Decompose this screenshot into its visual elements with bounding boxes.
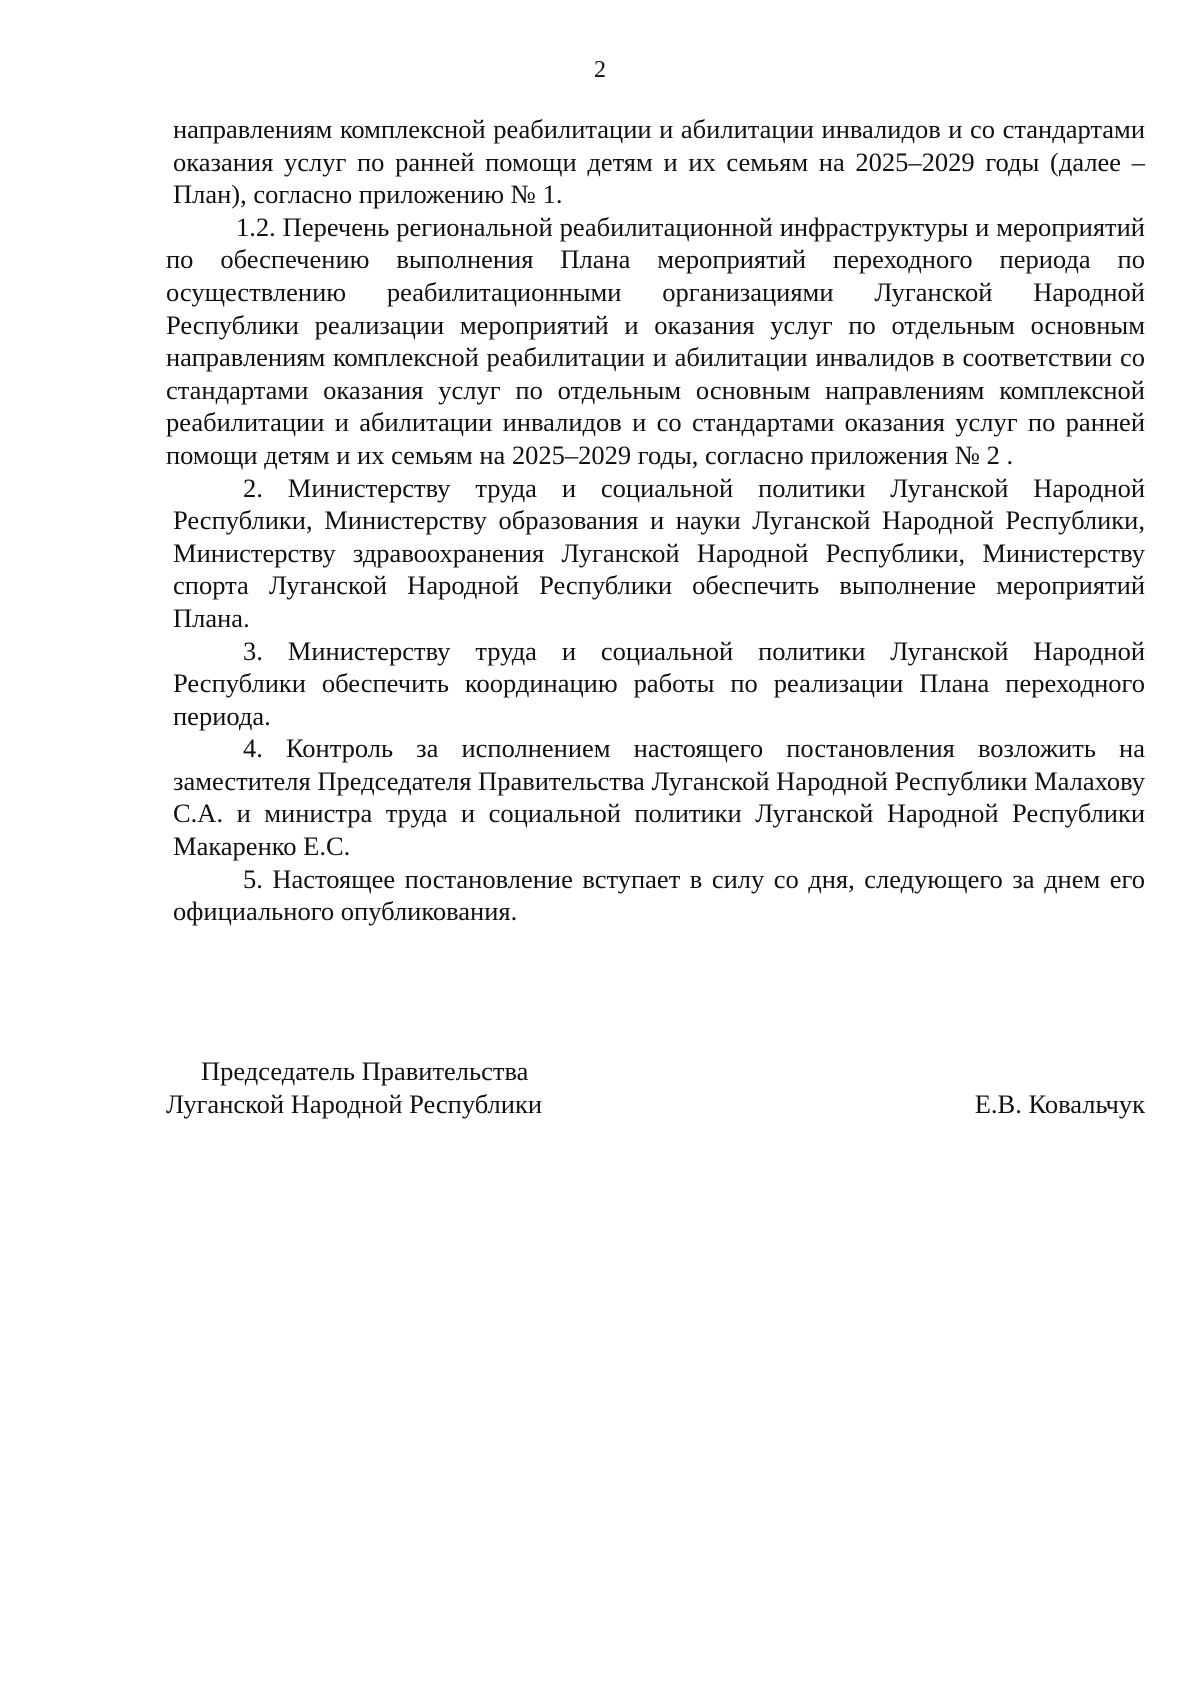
paragraph-3: 3. Министерству труда и социальной политики Луганской Народной Республики обеспечить координацию работы по реализации Плана переходного периода.: [173, 635, 1145, 731]
signatory-name: Е.В. Ковальчук: [974, 1089, 1145, 1119]
paragraph-5: 5. Настоящее постановление вступает в силу со дня, следующего за днем его официального опубликования.: [173, 863, 1145, 927]
paragraph-4: 4. Контроль за исполнением настоящего постановления возложить на заместителя Председателя Правительства Луганской Народной Республики Малахову С.А. и министра труда и социальной политики Луганской Народной Республики Макаренко Е.С.: [173, 733, 1145, 862]
signature-block: [166, 1055, 1145, 1121]
signatory-position-line2: Луганской Народной Республики: [166, 1089, 543, 1119]
signatory-position-line1: Председатель Правительства: [201, 1056, 529, 1086]
paragraph-continuation: направлениям комплексной реабилитации и абилитации инвалидов и со стандартами оказания услуг по ранней помощи детям и их семьям на 2025–2029 годы (далее – План), согласно приложению № 1.: [173, 114, 1145, 210]
paragraph-1-2: 1.2. Перечень региональной реабилитационной инфраструктуры и мероприятий по обеспечению выполнения Плана мероприятий переходного периода по осуществлению реабилитационными организациями Луганской Народной Республики реализации мероприятий и оказания услуг по отдельным основным направлениям комплексной реабилитации и абилитации инвалидов в соответствии со стандартами оказания услуг по отдельным основным направлениям комплексной реабилитации и абилитации инвалидов и со стандартами оказания услуг по ранней помощи детям и их семьям на 2025–2029 годы, согласно приложения № 2 .: [166, 211, 1145, 470]
page-number: 2: [594, 57, 606, 83]
signature-row: [166, 1088, 1145, 1121]
document-body: [166, 113, 1145, 928]
paragraph-2: 2. Министерству труда и социальной политики Луганской Народной Республики, Министерству образования и науки Луганской Народной Республики, Министерству здравоохранения Луганской Народной Республики, Министерству спорта Луганской Народной Республики обеспечить выполнение мероприятий Плана.: [173, 472, 1145, 633]
